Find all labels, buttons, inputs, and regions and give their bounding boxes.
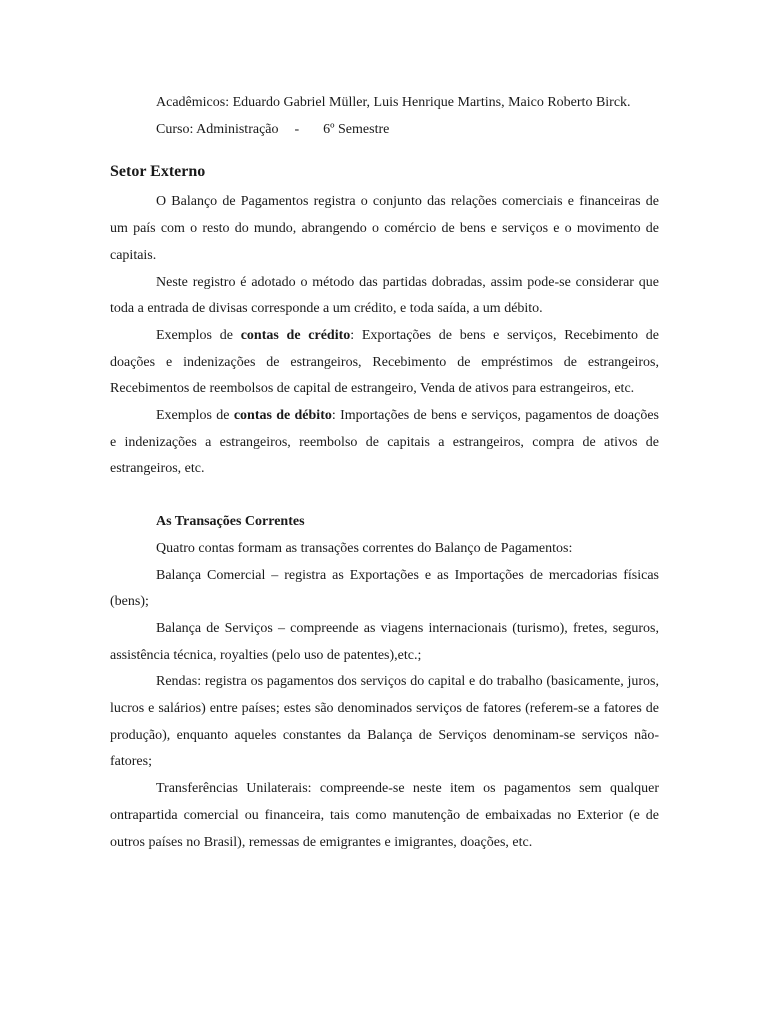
credit-accounts-text: : Exportações de bens e serviços, Recebimento de doações e indenizações de estrangeiros, Recebimento de empréstimos de estrangeiros, Recebimentos de reembolsos de capital de estrangeiro, Venda de ativos para estrangeiros, etc.: [110, 327, 660, 397]
paragraph-double-entry: Neste registro é adotado o método das partidas dobradas, assim pode-se considerar que toda a entrada de divisas corresponde a um crédito, e toda saída, a um débito.: [110, 274, 659, 317]
paragraph-debit-accounts: [110, 403, 659, 483]
paragraph-trade-balance: Balança Comercial – registra as Exportações e as Importações de mercadorias físicas (bens);: [110, 567, 659, 610]
students-names: Eduardo Gabriel Müller, Luis Henrique Martins, Maico Roberto Birck.: [232, 95, 631, 110]
paragraph-income: Rendas: registra os pagamentos dos serviços do capital e do trabalho (basicamente, juros, lucros e salários) entre países; estes são denominados serviços de fatores (referem-se a fatores de produção), enquanto aqueles constantes da Balança de Serviços denominam-se serviços não-fatores;: [110, 674, 659, 770]
subsection-title: As Transações Correntes: [156, 514, 305, 530]
course-value: Administração: [196, 121, 279, 137]
section-title: Setor Externo: [110, 163, 206, 181]
paragraph-balance-of-payments: O Balanço de Pagamentos registra o conjunto das relações comerciais e financeiras de um país com o resto do mundo, abrangendo o comércio de bens e serviços e o movimento de capitais.: [110, 194, 659, 263]
debit-accounts-term: contas de débito: [233, 408, 332, 424]
paragraph-services-balance: Balança de Serviços – compreende as viagens internacionais (turismo), fretes, seguros, assistência técnica, royalties (pelo uso de patentes),etc.;: [110, 620, 659, 663]
credit-prefix: Exemplos de: [156, 327, 241, 343]
semester: 6º Semestre: [323, 121, 390, 137]
paragraph-credit-accounts: [110, 323, 659, 403]
debit-accounts-text: : Importações de bens e serviços, pagamentos de doações e indenizações a estrangeiros, reembolso de capitais a estrangeiros, compra de ativos de estrangeiros, etc.: [110, 408, 659, 477]
debit-prefix: Exemplos de: [156, 408, 234, 424]
credit-accounts-term: contas de crédito: [240, 327, 351, 343]
course-separator: -: [294, 121, 300, 137]
course-label: Curso:: [156, 121, 194, 137]
students-line: [110, 90, 659, 117]
students-label: Acadêmicos:: [156, 95, 230, 110]
paragraph-unilateral-transfers: Transferências Unilaterais: compreende-se neste item os pagamentos sem qualquer ontrapartida comercial ou financeira, tais como manutenção de embaixadas no Exterior (e de outros países no Brasil), remessas de emigrantes e imigrantes, doações, etc.: [110, 781, 659, 850]
paragraph-current-transactions-intro: Quatro contas formam as transações correntes do Balanço de Pagamentos:: [156, 540, 573, 556]
course-line: [110, 117, 659, 144]
